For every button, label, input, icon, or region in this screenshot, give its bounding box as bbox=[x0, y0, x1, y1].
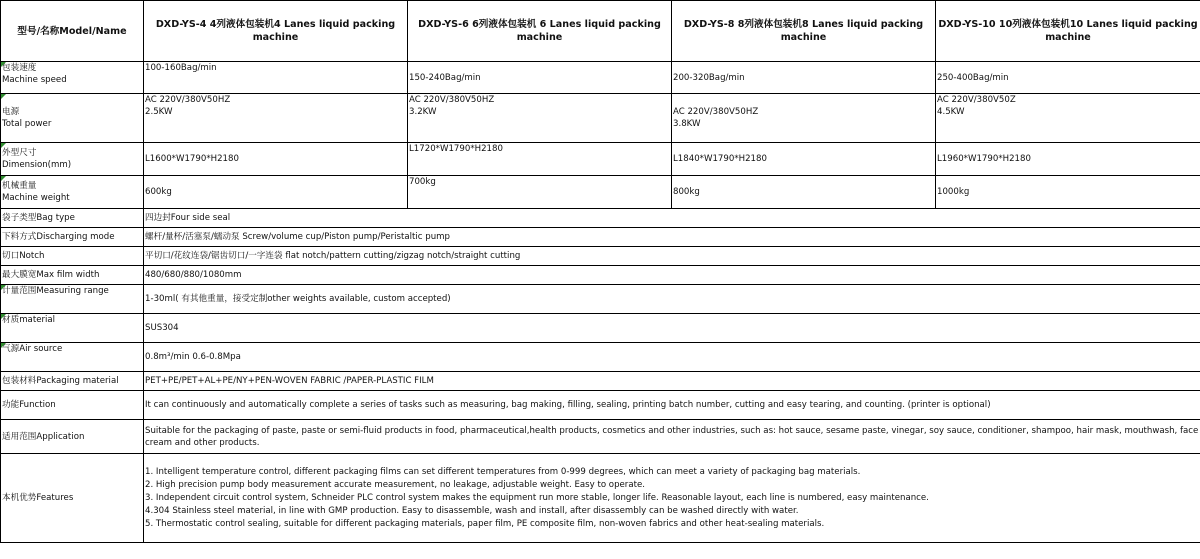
measuring-range-value: 1-30ml( 有其他重量，接受定制other weights available, custom accepted) bbox=[144, 285, 1200, 314]
list-item: 5. Thermostatic control sealing, suitable for different packaging materials, paper film, PE composite film, non-woven fabrics and other heat-sealing materials. bbox=[145, 518, 825, 529]
machine-weight-row bbox=[1, 176, 1200, 209]
notch-value: 平切口/花纹连袋/锯齿切口/一字连袋 flat notch/pattern cutting/zigzag notch/straight cutting bbox=[144, 247, 1200, 266]
model-header-4-lanes: DXD-YS-4 4列液体包装机4 Lanes liquid packing machine bbox=[144, 1, 408, 62]
film-width-value: 480/680/880/1080mm bbox=[144, 266, 1200, 285]
list-item: 3. Independent circuit control system, Schneider PLC control system makes the equipment run more stable, longer life. Reasonable layout, each line is numbered, easy maintenance. bbox=[145, 492, 929, 503]
weight-value: 1000kg bbox=[936, 176, 1200, 209]
comment-marker-icon bbox=[1, 285, 6, 290]
bag-type-label: 袋子类型Bag type bbox=[1, 209, 144, 228]
list-item: 4.304 Stainless steel material, in line with GMP production. Easy to disassemble, wash and install, after disassembly can be washed directly with water. bbox=[145, 505, 799, 516]
total-power-label: 电源 Total power bbox=[1, 94, 144, 143]
machine-speed-label: 包装速度 Machine speed bbox=[1, 62, 144, 94]
speed-value: 200-320Bag/min bbox=[672, 62, 936, 94]
power-value: AC 220V/380V50HZ 2.5KW bbox=[144, 94, 408, 143]
application-value: Suitable for the packaging of paste, paste or semi-fluid products in food, pharmaceutical,health products, cosmetics and other industries, such as: hot sauce, sesame paste, vinegar, soy sauce, conditioner, shampoo, hair mask, mouthwash, face cream and other products. bbox=[144, 420, 1200, 454]
measuring-range-label: 计量范围Measuring range bbox=[1, 285, 144, 314]
header-row bbox=[1, 1, 1200, 62]
dimension-row bbox=[1, 143, 1200, 176]
features-list bbox=[144, 454, 1200, 543]
discharging-row bbox=[1, 228, 1200, 247]
notch-label: 切口Notch bbox=[1, 247, 144, 266]
discharging-value: 螺杆/量杯/活塞泵/蠕动泵 Screw/volume cup/Piston pump/Peristaltic pump bbox=[144, 228, 1200, 247]
material-row bbox=[1, 314, 1200, 343]
film-width-label: 最大膜宽Max film width bbox=[1, 266, 144, 285]
model-header-10-lanes: DXD-YS-10 10列液体包装机10 Lanes liquid packing machine bbox=[936, 1, 1200, 62]
power-value: AC 220V/380V50HZ 3.8KW bbox=[672, 94, 936, 143]
comment-marker-icon bbox=[1, 314, 6, 319]
list-item: 1. Intelligent temperature control, different packaging films can set different temperatures from 0-999 degrees, which can meet a variety of packaging bag materials. bbox=[145, 466, 861, 477]
application-label: 适用范围Application bbox=[1, 420, 144, 454]
dimension-value: L1600*W1790*H2180 bbox=[144, 143, 408, 176]
function-label: 功能Function bbox=[1, 391, 144, 420]
function-value: It can continuously and automatically complete a series of tasks such as measuring, bag making, filling, sealing, printing batch number, cutting and easy tearing, and counting. (printer is optional) bbox=[144, 391, 1200, 420]
bag-type-value: 四边封Four side seal bbox=[144, 209, 1200, 228]
speed-value: 100-160Bag/min bbox=[144, 62, 408, 94]
material-label: 材质material bbox=[1, 314, 144, 343]
total-power-row bbox=[1, 94, 1200, 143]
weight-value: 700kg bbox=[408, 176, 672, 209]
speed-value: 250-400Bag/min bbox=[936, 62, 1200, 94]
packaging-material-value: PET+PE/PET+AL+PE/NY+PEN-WOVEN FABRIC /PAPER-PLASTIC FILM bbox=[144, 372, 1200, 391]
packaging-material-row bbox=[1, 372, 1200, 391]
power-value: AC 220V/380V50Z 4.5KW bbox=[936, 94, 1200, 143]
list-item: 2. High precision pump body measurement accurate measurement, no leakage, adjustable weight. Easy to operate. bbox=[145, 479, 645, 490]
comment-marker-icon bbox=[1, 176, 6, 181]
features-label: 本机优势Features bbox=[1, 454, 144, 543]
machine-weight-label: 机械重量 Machine weight bbox=[1, 176, 144, 209]
application-row bbox=[1, 420, 1200, 454]
speed-value: 150-240Bag/min bbox=[408, 62, 672, 94]
comment-marker-icon bbox=[1, 62, 6, 67]
model-label: 型号/名称Model/Name bbox=[1, 1, 144, 62]
air-source-row bbox=[1, 343, 1200, 372]
model-header-8-lanes: DXD-YS-8 8列液体包装机8 Lanes liquid packing machine bbox=[672, 1, 936, 62]
dimension-label: 外型尺寸 Dimension(mm) bbox=[1, 143, 144, 176]
weight-value: 600kg bbox=[144, 176, 408, 209]
dimension-value: L1720*W1790*H2180 bbox=[408, 143, 672, 176]
weight-value: 800kg bbox=[672, 176, 936, 209]
material-value: SUS304 bbox=[144, 314, 1200, 343]
comment-marker-icon bbox=[1, 143, 6, 148]
function-row bbox=[1, 391, 1200, 420]
comment-marker-icon bbox=[1, 94, 6, 99]
machine-speed-row bbox=[1, 62, 1200, 94]
packaging-material-label: 包装材料Packaging material bbox=[1, 372, 144, 391]
dimension-value: L1840*W1790*H2180 bbox=[672, 143, 936, 176]
measuring-range-row bbox=[1, 285, 1200, 314]
air-source-label: 气源Air source bbox=[1, 343, 144, 372]
air-source-value: 0.8m³/min 0.6-0.8Mpa bbox=[144, 343, 1200, 372]
bag-type-row bbox=[1, 209, 1200, 228]
film-width-row bbox=[1, 266, 1200, 285]
discharging-label: 下料方式Discharging mode bbox=[1, 228, 144, 247]
features-row bbox=[1, 454, 1200, 543]
power-value: AC 220V/380V50HZ 3.2KW bbox=[408, 94, 672, 143]
dimension-value: L1960*W1790*H2180 bbox=[936, 143, 1200, 176]
model-header-6-lanes: DXD-YS-6 6列液体包装机 6 Lanes liquid packing machine bbox=[408, 1, 672, 62]
comment-marker-icon bbox=[1, 343, 6, 348]
notch-row bbox=[1, 247, 1200, 266]
